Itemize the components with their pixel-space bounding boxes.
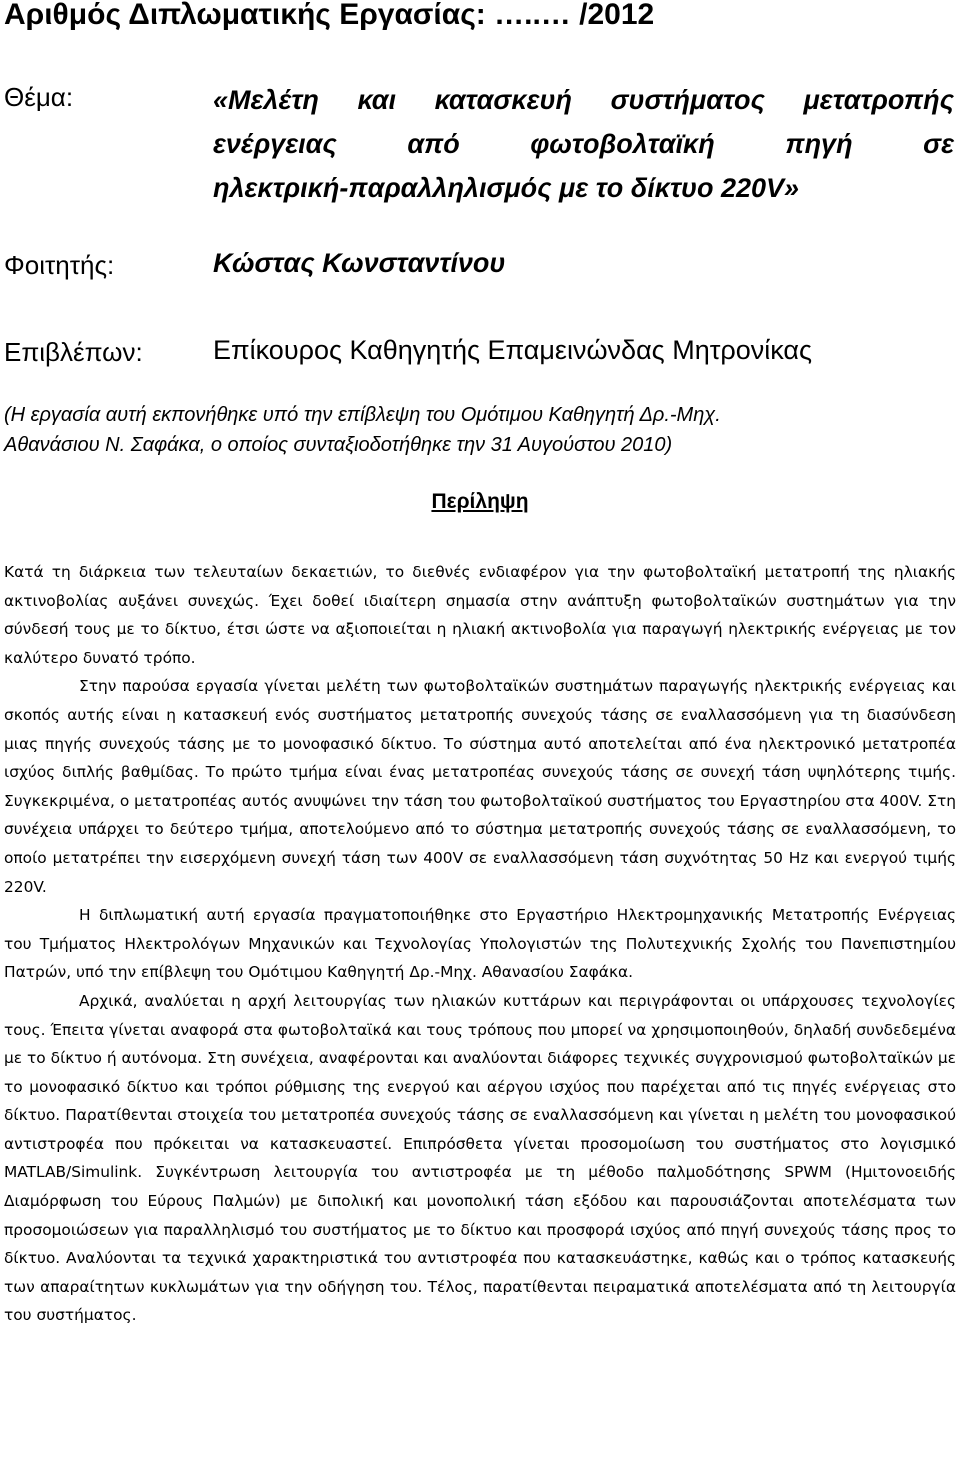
supervision-note (4, 400, 956, 460)
abstract-paragraph: Στην παρούσα εργασία γίνεται μελέτη των φωτοβολταϊκών συστημάτων παραγωγής ηλεκτρικής ενέργειας και σκοπός αυτής είναι η κατασκευή ενός συστήματος μετατροπής συνεχούς τάσης σε εναλλασσόμενη για τη διασύνδεση μιας πηγής συνεχούς τάσης με το μονοφασικό δίκτυο. Το σύστημα αυτό αποτελείται από ένα ηλεκτρονικό μετατροπέα ισχύος διπλής βαθμίδας. Το πρώτο τμήμα είναι ένας μετατροπέας συνεχούς τάσης σε συνεχή τάση υψηλότερης τιμής. Συγκεκριμένα, ο μετατροπέας αυτός ανυψώνει την τάση του φωτοβολταϊκού συστήματος του Εργαστηρίου στα 400V. Στη συνέχεια υπάρχει το δεύτερο τμήμα, αποτελούμενο από το σύστημα μετατροπής συνεχούς τάσης σε εναλλασσόμενη, το οποίο μετατρέπει την εισερχόμενη συνεχή τάση των 400V σε εναλλασσόμενη τάση συχνότητας 50 Hz και ενεργού τιμής 220V. (4, 677, 956, 896)
thesis-number: Αριθμός Διπλωματικής Εργασίας: …..… /2012 (4, 0, 655, 31)
subject-title (213, 78, 954, 210)
subject-label: Θέμα: (4, 82, 74, 112)
supervisor-name: Επίκουρος Καθηγητής Επαμεινώνδας Μητρονίκας (213, 335, 813, 365)
subject-line: «Μελέτη και κατασκευή συστήματος μετατροπής (213, 85, 954, 115)
note-line: (Η εργασία αυτή εκπονήθηκε υπό την επίβλεψη του Ομότιμου Καθηγητή Δρ.-Μηχ. (4, 404, 721, 426)
subject-line: ηλεκτρική-παραλληλισμός με το δίκτυο 220V» (213, 173, 800, 203)
supervisor-label: Επιβλέπων: (4, 337, 143, 367)
abstract-paragraph: Η διπλωματική αυτή εργασία πραγματοποιήθηκε στο Εργαστήριο Ηλεκτρομηχανικής Μετατροπής Ενέργειας του Τμήματος Ηλεκτρολόγων Μηχανικών και Τεχνολογίας Υπολογιστών της Πολυτεχνικής Σχολής του Πανεπιστημίου Πατρών, υπό την επίβλεψη του Ομότιμου Καθηγητή Δρ.-Μηχ. Αθανασίου Σαφάκα. (4, 906, 956, 982)
abstract-body (4, 558, 956, 1330)
abstract-heading: Περίληψη (431, 490, 529, 513)
student-label: Φοιτητής: (4, 250, 115, 280)
abstract-paragraph: Αρχικά, αναλύεται η αρχή λειτουργίας των ηλιακών κυττάρων και περιγράφονται οι υπάρχουσες τεχνολογίες τους. Έπειτα γίνεται αναφορά στα φωτοβολταϊκά και τους τρόπους που μπορεί να χρησιμοποιηθούν, δηλαδή συνδεδεμένα με το δίκτυο ή αυτόνομα. Στη συνέχεια, αναφέρονται και αναλύονται διάφορες τεχνικές συγχρονισμού φωτοβολταϊκών με το μονοφασικό δίκτυο και τρόποι ρύθμισης της ενεργού και αέργου ισχύος που παρέχεται από τις πηγές ενέργειας στο δίκτυο. Παρατίθενται στοιχεία του μετατροπέα συνεχούς τάσης σε εναλλασσόμενη και γίνεται η μελέτη του μονοφασικού αντιστροφέα που πρόκειται να κατασκευαστεί. Επιπρόσθετα γίνεται προσομοίωση του συστήματος στο λογισμικό MATLAB/Simulink. Συγκέντρωση λειτουργία του αντιστροφέα με τη μέθοδο παλμοδότησης SPWM (Ημιτονοειδής Διαμόρφωση του Εύρους Παλμών) με διπολική και μονοπολική τάση εξόδου και παρουσιάζονται αποτελέσματα των προσομοιώσεων για παραλληλισμό του συστήματος με το δίκτυο και προσφορά ισχύος από πηγή συνεχούς τάσης προς το δίκτυο. Αναλύονται τα τεχνικά χαρακτηριστικά του αντιστροφέα που κατασκευάστηκε, καθώς και ο τρόπος κατασκευής των απαραίτητων κυκλωμάτων για την οδήγηση του. Τέλος, παρατίθενται πειραματικά αποτελέσματα από τη λειτουργία του συστήματος. (4, 991, 956, 1325)
note-line: Αθανάσιου Ν. Σαφάκα, ο οποίος συνταξιοδοτήθηκε την 31 Αυγούστου 2010) (4, 434, 673, 456)
student-name: Κώστας Κωνσταντίνου (213, 248, 506, 278)
subject-line: ενέργειας από φωτοβολταϊκή πηγή σε (213, 129, 954, 159)
abstract-paragraph: Κατά τη διάρκεια των τελευταίων δεκαετιών, το διεθνές ενδιαφέρον για την φωτοβολταϊκή μετατροπή της ηλιακής ακτινοβολίας αυξάνει συνεχώς. Έχει δοθεί ιδιαίτερη σημασία στην ανάπτυξη φωτοβολταϊκών συστημάτων για την σύνδεσή τους με το δίκτυο, έτσι ώστε να αξιοποιείται η ηλιακή ακτινοβολία για παραγωγή ηλεκτρικής ενέργειας με τον καλύτερο δυνατό τρόπο. (4, 563, 956, 667)
